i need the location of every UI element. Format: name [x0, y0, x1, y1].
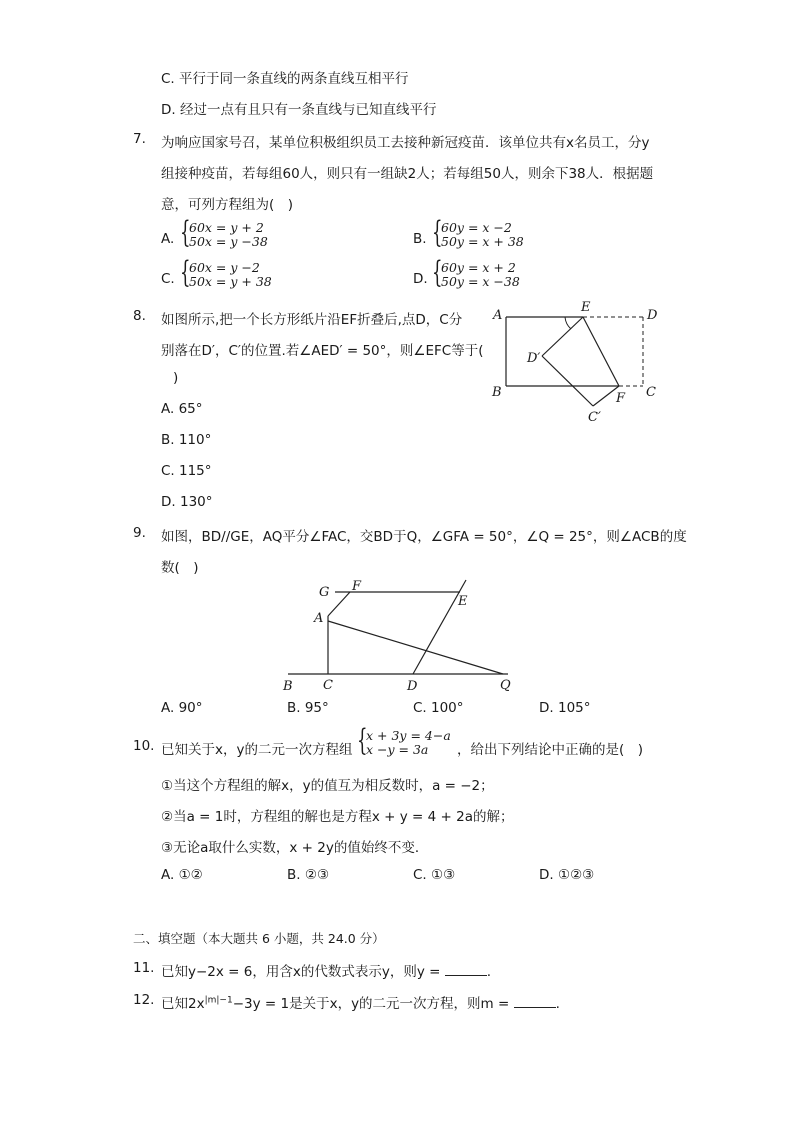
q10-eq1: x + 3y = 4−a [366, 728, 451, 743]
q7-number: 7. [133, 131, 146, 147]
fig9-label-D: D [407, 679, 418, 694]
q7-d-eq2: 50y = x −38 [441, 274, 520, 289]
q9-line1: 如图，BD//GE，AQ平分∠FAC，交BD于Q，∠GFA = 50°，∠Q = 25°，则∠ACB的度 [161, 529, 687, 545]
fig9-label-G: G [319, 585, 330, 600]
q10-option-b: B. ②③ [287, 867, 330, 883]
q7-option-c-label: C. [161, 271, 175, 287]
fig8-angle-arc [565, 317, 571, 329]
q7-option-a-label: A. [161, 231, 175, 247]
fig8-label-F: F [616, 391, 626, 406]
fig9-label-F: F [352, 579, 362, 594]
q7-c-eq1: 60x = y −2 [189, 260, 260, 275]
fig8-label-C: C [646, 385, 656, 400]
q8-option-b: B. 110° [161, 432, 212, 448]
fig8-label-Cprime: C′ [588, 410, 601, 425]
q7-line1: 为响应国家号召，某单位积极组织员工去接种新冠疫苗．该单位共有x名员工，分y [161, 135, 650, 151]
q8-line1: 如图所示,把一个长方形纸片沿EF折叠后,点D，C分 [161, 312, 463, 328]
q12-line [161, 992, 560, 1012]
q9-option-c: C. 100° [413, 700, 464, 716]
q9-option-b: B. 95° [287, 700, 329, 716]
q10-option-d: D. ①②③ [539, 867, 595, 883]
q7-line2: 组接种疫苗，若每组60人，则只有一组缺2人；若每组50人，则余下38人．根据题 [161, 166, 654, 182]
fig9-segment-FA [328, 592, 350, 616]
q10-statement-1: ①当这个方程组的解x，y的值互为相反数时，a = −2； [161, 778, 494, 794]
q12-mid: −3y = 1是关于x，y的二元一次方程，则m = [232, 996, 514, 1012]
q11-line [161, 960, 491, 980]
q8-option-d: D. 130° [161, 494, 213, 510]
fig8-label-A: A [493, 308, 503, 323]
fig8-label-E: E [581, 300, 591, 315]
q10-statement-3: ③无论a取什么实数，x + 2y的值始终不变． [161, 840, 429, 856]
q7-a-eq1: 60x = y + 2 [189, 220, 264, 235]
q8-option-a: A. 65° [161, 401, 203, 417]
q10-option-a: A. ①② [161, 867, 203, 883]
q8-line3: ) [173, 370, 179, 386]
q10-stem-post: ，给出下列结论中正确的是( ) [457, 742, 644, 758]
q8-rectangle-fold-figure [485, 298, 675, 428]
fig9-label-B: B [283, 679, 293, 694]
q10-statement-2: ②当a = 1时，方程组的解也是方程x + y = 4 + 2a的解； [161, 809, 514, 825]
fig9-segment-AQ [328, 621, 503, 674]
fig8-fold-EF [583, 317, 619, 386]
q7-b-eq1: 60y = x −2 [441, 220, 512, 235]
q7-option-b-label: B. [413, 231, 427, 247]
q12-pre: 已知2x [161, 996, 205, 1012]
q9-option-d: D. 105° [539, 700, 591, 716]
fig8-edge-ED-prime [542, 317, 583, 356]
q9-option-a: A. 90° [161, 700, 203, 716]
q7-line3: 意，可列方程组为( ) [161, 197, 294, 213]
section-2-heading: 二、填空题（本大题共 6 小题，共 24.0 分） [133, 931, 385, 946]
q9-number: 9. [133, 525, 146, 541]
q7-d-eq1: 60y = x + 2 [441, 260, 516, 275]
q7-c-eq2: 50x = y + 38 [189, 274, 272, 289]
q8-option-c: C. 115° [161, 463, 212, 479]
q12-number: 12. [133, 992, 155, 1008]
q9-parallel-lines-figure [278, 576, 528, 698]
q9-line2: 数( ) [161, 560, 199, 576]
fig9-label-E: E [458, 594, 468, 609]
fig8-edge-Dprime-Cprime [542, 356, 593, 406]
q11-answer-blank[interactable] [445, 963, 487, 976]
fig8-label-D: D [647, 308, 658, 323]
q6-option-d: D. 经过一点有且只有一条直线与已知直线平行 [161, 102, 437, 118]
q11-end: . [486, 964, 492, 980]
q8-number: 8. [133, 308, 146, 324]
q7-a-eq2: 50x = y −38 [189, 234, 268, 249]
fig8-label-B: B [492, 385, 502, 400]
fig8-label-Dprime: D′ [527, 351, 541, 366]
fig9-label-C: C [323, 678, 333, 693]
q10-option-c: C. ①③ [413, 867, 456, 883]
q11-number: 11. [133, 960, 155, 976]
q12-answer-blank[interactable] [514, 995, 556, 1008]
fig9-label-Q: Q [500, 678, 511, 693]
q7-option-d-label: D. [413, 271, 428, 287]
q8-line2: 别落在D′，C′的位置.若∠AED′ = 50°，则∠EFC等于( [161, 343, 484, 359]
q12-end: . [555, 996, 560, 1012]
q7-b-eq2: 50y = x + 38 [441, 234, 524, 249]
fig9-label-A: A [314, 611, 324, 626]
q10-number: 10. [133, 738, 155, 754]
q6-option-c: C. 平行于同一条直线的两条直线互相平行 [161, 71, 409, 87]
q11-text: 已知y−2x = 6，用含x的代数式表示y，则y = [161, 964, 445, 980]
q10-stem-pre: 已知关于x，y的二元一次方程组 [161, 742, 353, 758]
q12-exponent: |m|−1 [204, 995, 233, 1006]
q10-eq2: x −y = 3a [366, 742, 429, 757]
